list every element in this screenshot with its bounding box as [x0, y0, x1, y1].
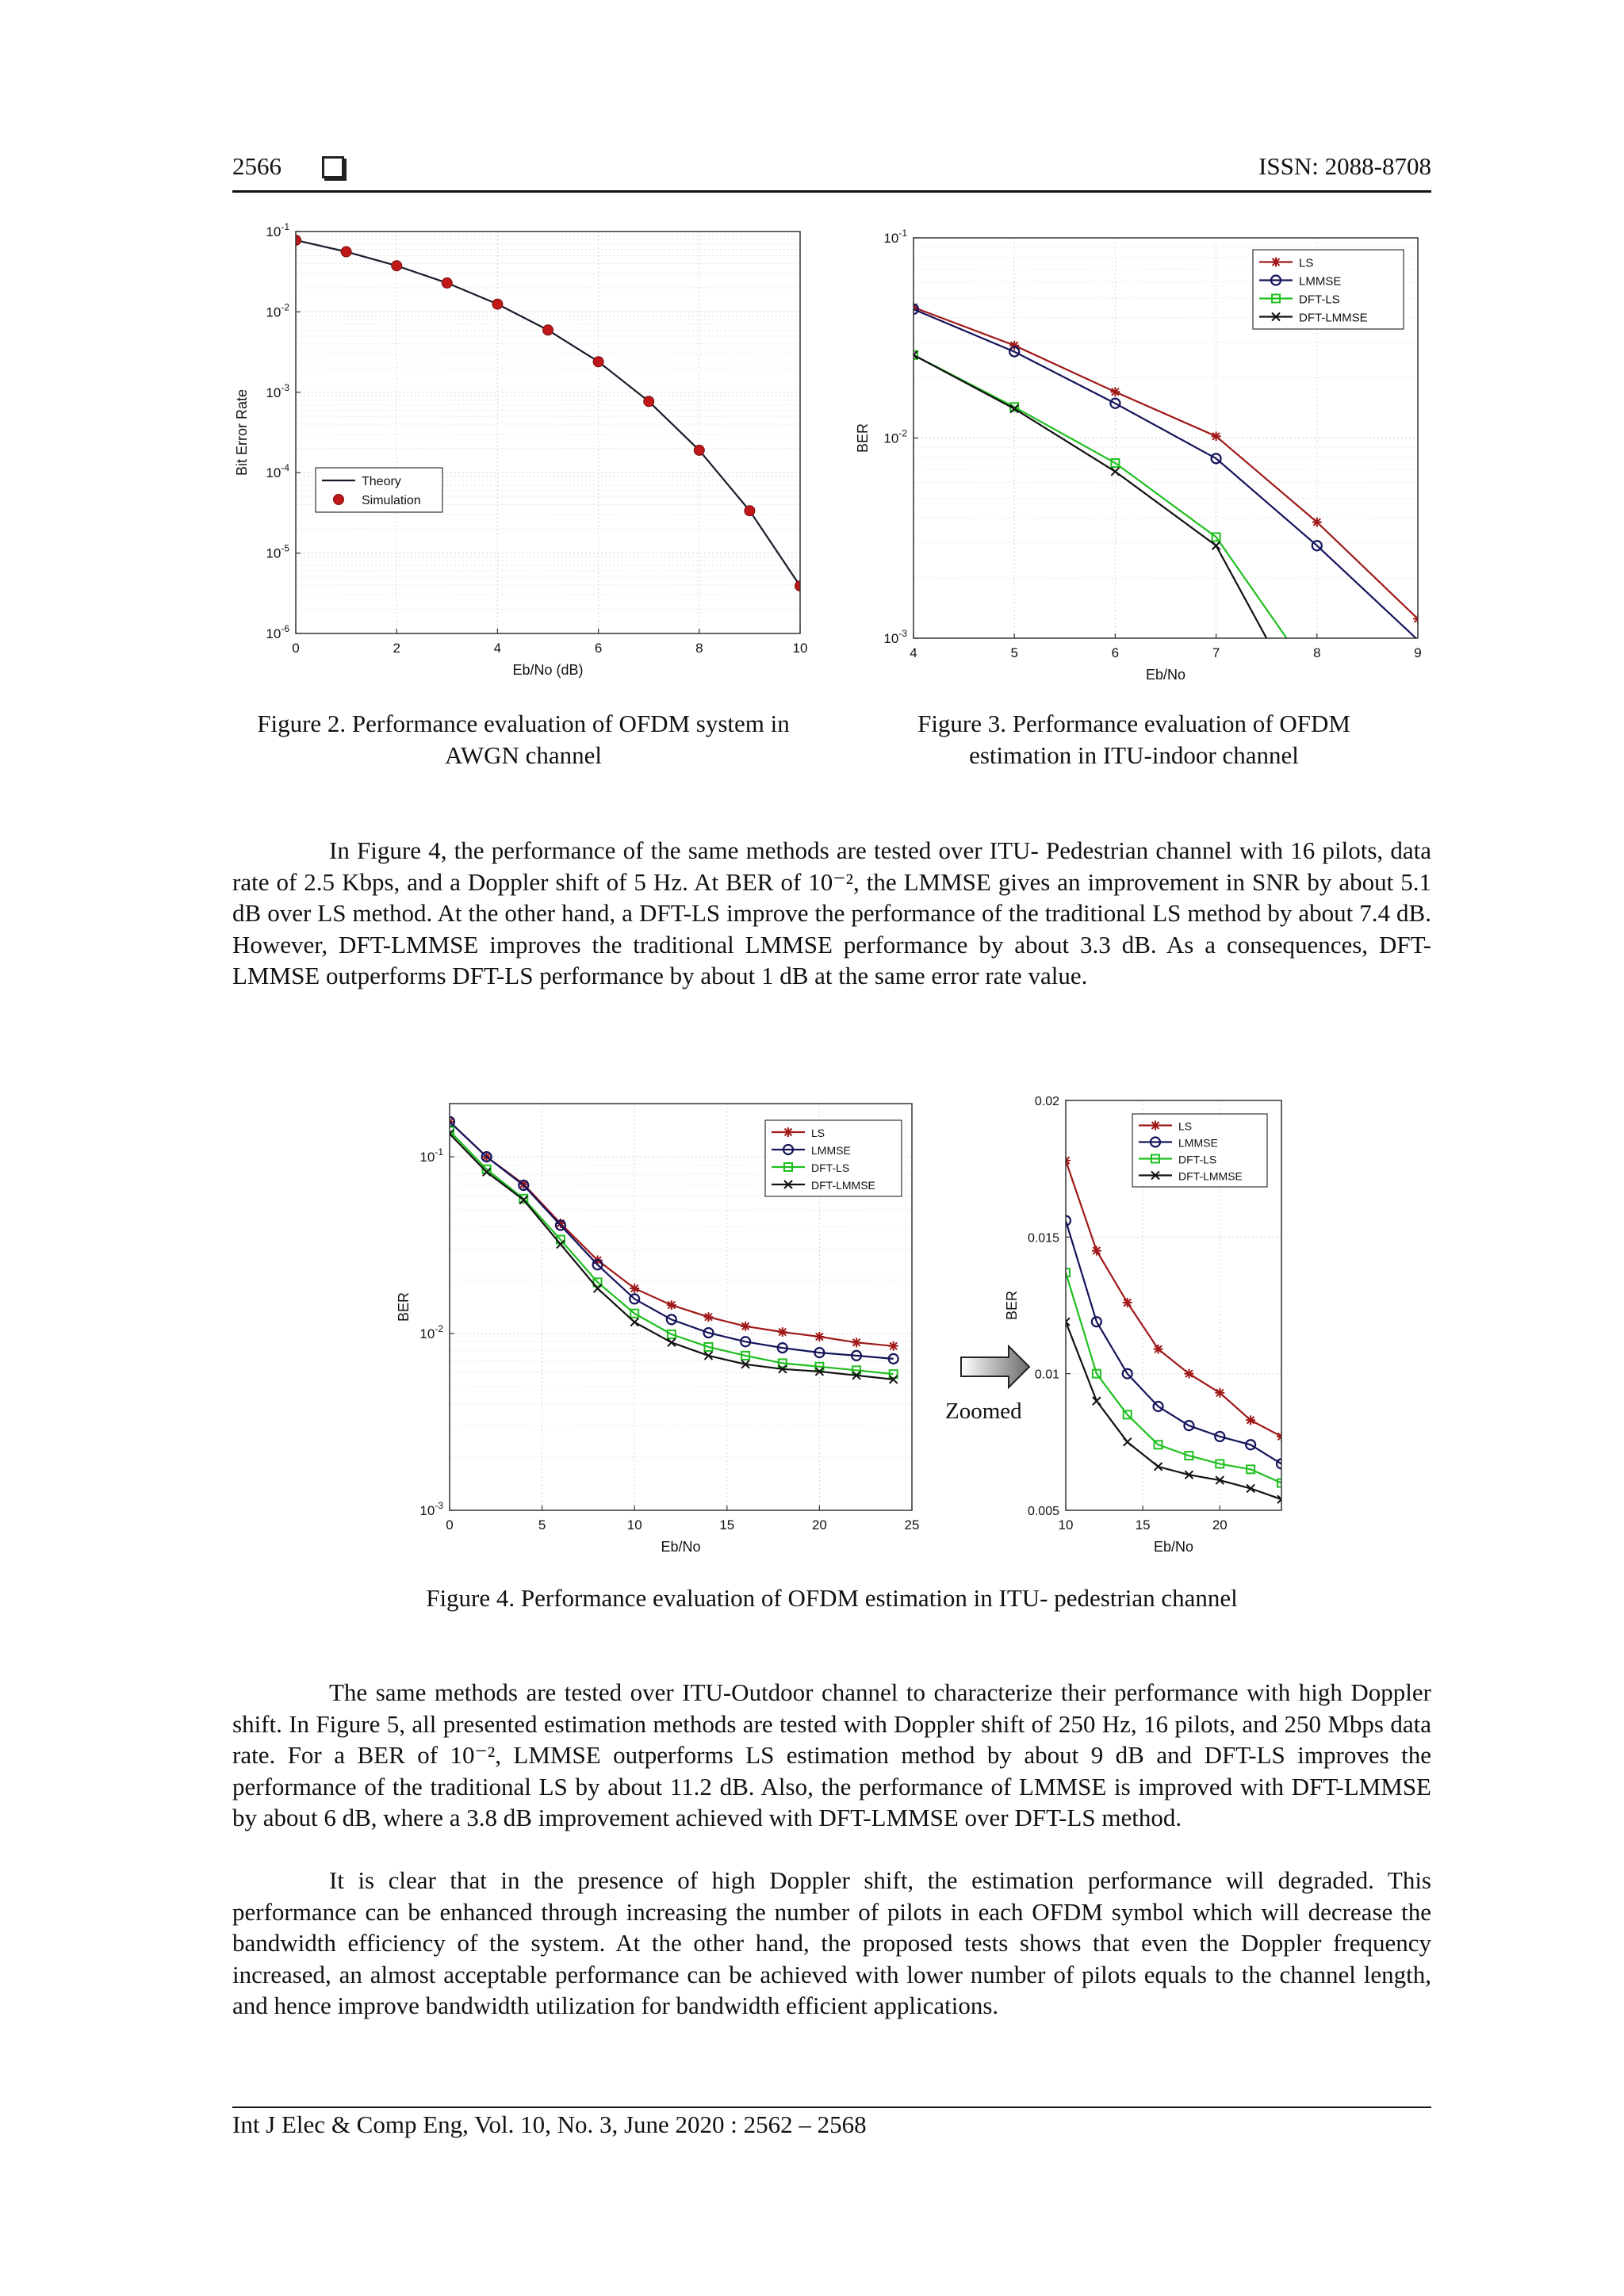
x-axis-label: Eb/No	[1145, 667, 1186, 683]
y-tick-label: $10^{-3}$	[419, 1500, 443, 1518]
data-point-ls	[703, 1312, 713, 1322]
y-tick-label: $10^{-5}$	[266, 542, 289, 561]
legend-marker-simulation	[334, 495, 344, 505]
x-tick-label: 15	[1135, 1517, 1151, 1533]
y-tick-label: 0.005	[1027, 1505, 1059, 1518]
x-axis-label: Eb/No	[661, 1539, 701, 1555]
x-tick-label: 20	[811, 1517, 827, 1533]
legend-label-simulation: Simulation	[362, 494, 421, 507]
body-paragraph-2: The same methods are tested over ITU-Outdoor channel to characterize their performance with high Doppler shift. In Figure 5, all presented estimation methods are tested with Doppler shift of 250 Hz, 16 pilots, and 250 Mbps data rate. For a BER of 10⁻², LMMSE outperforms LS estimation method by about 9 dB and DFT-LS improves the performance of the traditional LS by about 11.2 dB. Also, the performance of LMMSE is improved with DFT-LMMSE by about 6 dB, where a 3.8 dB improvement achieved with DFT-LMMSE over DFT-LS method.	[232, 1678, 1431, 1831]
legend	[1132, 1114, 1267, 1187]
y-tick-label: $10^{-2}$	[883, 427, 907, 446]
y-tick-label: 0.02	[1034, 1095, 1059, 1108]
legend	[316, 468, 442, 512]
zoom-arrow-icon	[944, 1340, 1039, 1395]
y-tick-label: $10^{-1}$	[266, 221, 289, 239]
legend	[1253, 250, 1404, 329]
x-tick-label: 4	[493, 641, 502, 656]
y-axis-label: Bit Error Rate	[234, 388, 250, 476]
body-paragraph-1: In Figure 4, the performance of the same methods are tested over ITU- Pedestrian channel with 16 pilots, data rate of 2.5 Kbps, and a Doppler shift of 5 Hz. At BER of 10⁻², the LMMSE gives an improvement in SNR by about 5.1 dB over LS method. At the other hand, a DFT-LS improve the performance of the traditional LS method by about 7.4 dB. However, DFT-LMMSE improves the traditional LMMSE performance by about 3.3 dB. As a consequences, DFT-LMMSE outperforms DFT-LS performance by about 1 dB at the same error rate value.	[232, 836, 1431, 989]
legend-label-theory: Theory	[362, 475, 401, 488]
legend-marker-ls	[1151, 1121, 1160, 1131]
legend-label-ls: LS	[1178, 1119, 1193, 1133]
data-point-ls	[1312, 518, 1322, 527]
data-point-ls	[1092, 1246, 1101, 1256]
legend-marker-ls	[783, 1127, 793, 1137]
y-tick-label: $10^{-3}$	[266, 381, 289, 400]
x-tick-label: 8	[695, 641, 703, 656]
y-tick-label: $10^{-1}$	[419, 1146, 443, 1165]
legend-label-dft-ls: DFT-LS	[1178, 1153, 1217, 1166]
data-point-ls	[1246, 1415, 1255, 1425]
data-point-simulation	[442, 277, 452, 288]
figure-4-chart	[389, 1086, 944, 1562]
data-point-simulation	[341, 247, 351, 257]
data-point-ls	[667, 1300, 676, 1310]
x-tick-label: 9	[1414, 645, 1422, 660]
x-tick-label: 5	[1010, 645, 1018, 660]
x-tick-label: 0	[292, 641, 300, 656]
x-tick-label: 7	[1212, 645, 1220, 660]
data-point-ls	[1212, 431, 1221, 441]
x-axis-label: Eb/No	[1153, 1539, 1194, 1555]
legend	[765, 1120, 902, 1196]
data-point-simulation	[543, 325, 553, 335]
x-tick-label: 25	[904, 1517, 920, 1533]
x-tick-label: 10	[1058, 1517, 1074, 1533]
figure-3-caption: Figure 3. Performance evaluation of OFDM estimation in ITU-indoor channel	[917, 710, 1350, 769]
y-tick-label: $10^{-4}$	[266, 462, 289, 481]
plot-area	[296, 232, 800, 633]
y-axis-label: BER	[396, 1292, 412, 1322]
data-point-simulation	[644, 396, 654, 407]
page-number: 2566	[232, 152, 282, 180]
y-tick-label: $10^{-2}$	[266, 301, 289, 320]
y-axis-label: BER	[855, 423, 871, 453]
x-tick-label: 10	[626, 1517, 642, 1533]
data-point-simulation	[492, 299, 503, 309]
data-point-ls	[1154, 1345, 1163, 1354]
figure-2-caption: Figure 2. Performance evaluation of OFDM system in AWGN channel	[257, 710, 790, 769]
y-tick-label: $10^{-6}$	[266, 623, 289, 641]
y-tick-label: 0.015	[1027, 1231, 1059, 1246]
legend-label-lmmse: LMMSE	[1299, 274, 1342, 289]
legend-marker-ls	[1271, 258, 1281, 267]
figure-2-chart	[222, 214, 825, 690]
legend-label-dft-ls: DFT-LS	[811, 1161, 850, 1174]
figure-4-caption: Figure 4. Performance evaluation of OFDM estimation in ITU- pedestrian channel	[426, 1584, 1238, 1612]
x-tick-label: 2	[393, 641, 400, 656]
y-tick-label: $10^{-3}$	[883, 628, 907, 646]
data-point-ls	[889, 1341, 898, 1351]
x-tick-label: 6	[1111, 645, 1120, 660]
legend-label-lmmse: LMMSE	[811, 1144, 851, 1157]
x-tick-label: 6	[594, 641, 603, 656]
footer-rule	[232, 2107, 1431, 2108]
x-tick-label: 20	[1212, 1517, 1228, 1533]
x-tick-label: 0	[446, 1517, 454, 1533]
x-tick-label: 8	[1313, 645, 1321, 660]
data-point-simulation	[392, 261, 402, 271]
x-tick-label: 10	[792, 641, 808, 656]
x-axis-label: Eb/No (dB)	[512, 662, 584, 678]
x-tick-label: 15	[719, 1517, 735, 1533]
data-point-ls	[1123, 1298, 1132, 1307]
zoomed-label: Zoomed	[945, 1399, 1022, 1424]
figure-3-chart	[841, 214, 1443, 690]
data-point-ls	[778, 1327, 787, 1337]
legend-label-dft-lmmse: DFT-LMMSE	[1178, 1169, 1243, 1183]
data-point-ls	[1215, 1388, 1224, 1398]
header-rule	[232, 190, 1431, 193]
legend-label-dft-ls: DFT-LS	[1299, 293, 1340, 307]
data-point-simulation	[593, 357, 603, 367]
footer-citation: Int J Elec & Comp Eng, Vol. 10, No. 3, June 2020 : 2562 – 2568	[232, 2110, 867, 2138]
data-point-ls	[741, 1322, 750, 1331]
y-tick-label: 0.01	[1034, 1368, 1059, 1382]
figure-4-zoomed-chart	[1004, 1086, 1308, 1562]
data-point-ls	[814, 1332, 824, 1341]
body-paragraph-3: It is clear that in the presence of high Doppler shift, the estimation performance will degraded. This performance can be enhanced through increasing the number of pilots in each OFDM symbol which will decrease the bandwidth efficiency of the system. At the other hand, the proposed tests shows that even the Doppler frequency increased, an almost acceptable performance can be achieved with lower number of pilots equals to the channel length, and hence improve bandwidth utilization for bandwidth efficient applications.	[232, 1866, 1431, 2019]
legend-label-ls: LS	[1299, 256, 1314, 270]
square-bullet-icon	[322, 156, 344, 178]
data-point-ls	[852, 1337, 861, 1347]
y-axis-label: BER	[1004, 1290, 1020, 1321]
legend-label-dft-lmmse: DFT-LMMSE	[811, 1179, 875, 1192]
legend-label-ls: LS	[811, 1127, 825, 1139]
data-point-simulation	[745, 506, 755, 516]
legend-label-lmmse: LMMSE	[1178, 1136, 1218, 1150]
data-point-simulation	[694, 445, 704, 455]
data-point-ls	[1184, 1369, 1193, 1379]
y-tick-label: $10^{-2}$	[419, 1323, 443, 1342]
x-tick-label: 5	[538, 1517, 546, 1533]
issn: ISSN: 2088-8708	[1258, 152, 1431, 180]
data-point-ls	[1110, 387, 1120, 396]
legend-label-dft-lmmse: DFT-LMMSE	[1299, 311, 1368, 325]
data-point-ls	[630, 1284, 639, 1293]
x-tick-label: 4	[910, 645, 917, 660]
y-tick-label: $10^{-1}$	[883, 228, 907, 246]
